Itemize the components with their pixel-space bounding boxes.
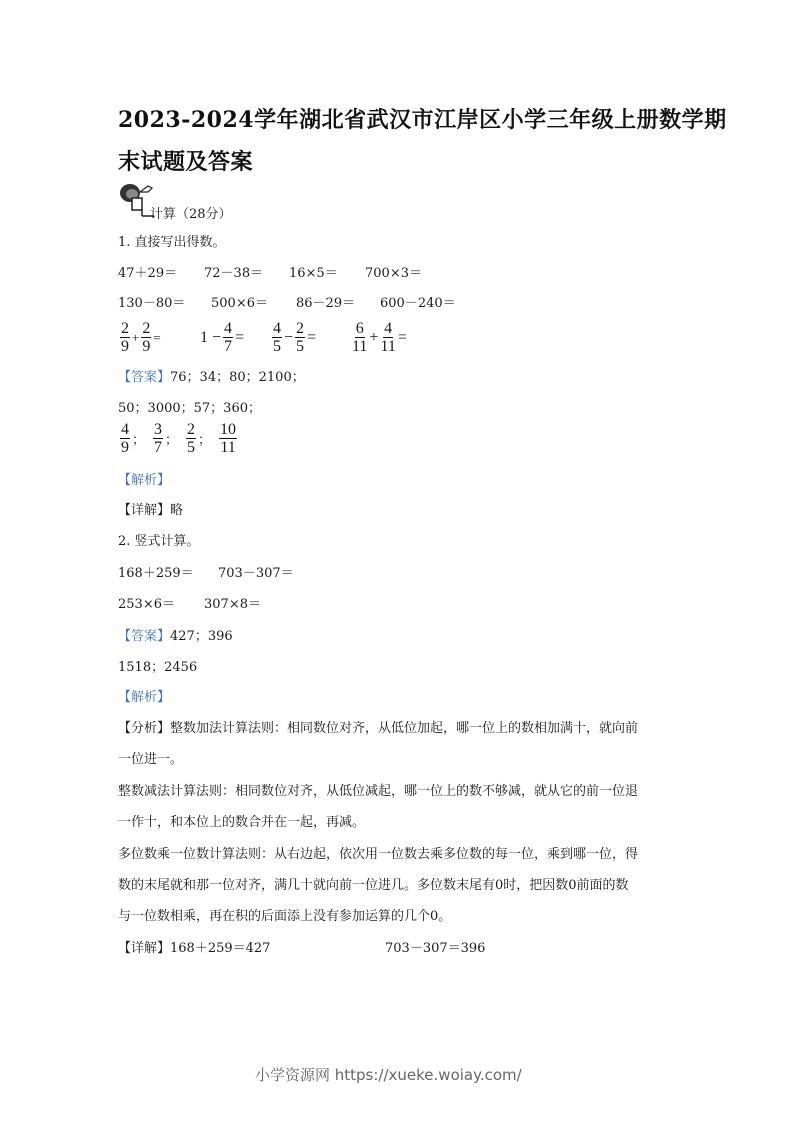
- operator: +: [132, 329, 140, 345]
- numerator: 4: [224, 320, 233, 337]
- analysis-text: 整数加法计算法则：相同数位对齐，从低位加起，哪一位上的数相加满十，就向前: [170, 721, 639, 736]
- document-title-line2: 末试题及答案: [118, 149, 254, 175]
- denominator: 9: [121, 439, 129, 456]
- q2-analysis-tag: 【解析】: [118, 690, 171, 705]
- q1-answer-fractions: [120, 421, 237, 456]
- q2-row1-item1: 168＋259＝: [118, 566, 194, 581]
- equals: =: [307, 328, 317, 346]
- denominator: 9: [142, 338, 151, 355]
- q2-detail-2: 703－307＝396: [385, 941, 486, 956]
- q1-row2-item1: 130－80＝: [118, 296, 186, 311]
- answer-text: 76；34；80；2100；: [170, 370, 305, 385]
- q2-answer-line2: 1518；2456: [118, 660, 198, 675]
- q1-analysis-tag: 【解析】: [118, 473, 171, 488]
- q2-analysis-p1a: [118, 717, 638, 736]
- detail-text-1: 168＋259＝427: [170, 941, 271, 956]
- q1-answer-line1: [118, 366, 305, 385]
- separator: ；: [165, 433, 179, 448]
- document-title-line1: 2023-2024学年湖北省武汉市江岸区小学三年级上册数学期: [118, 107, 727, 133]
- denominator: 5: [296, 338, 305, 355]
- q2-row2-item2: 307×8＝: [204, 597, 261, 612]
- denominator: 7: [224, 338, 233, 355]
- q1-fraction-item3: [272, 320, 318, 355]
- numerator: 10: [220, 421, 237, 438]
- numerator: 2: [187, 421, 196, 438]
- numerator: 4: [121, 421, 129, 438]
- numerator: 2: [121, 320, 129, 337]
- detail-tag: 【详解】: [118, 941, 171, 956]
- q1-row2-item3: 86－29＝: [296, 296, 356, 311]
- q1-answer-line2: 50；3000；57；360；: [118, 401, 261, 416]
- q1-fraction-item2: [198, 320, 246, 355]
- answer-tag: 【答案】: [118, 629, 171, 644]
- denominator: 11: [380, 338, 396, 355]
- denominator: 5: [273, 338, 281, 355]
- q1-row1-item1: 47＋29＝: [118, 266, 178, 281]
- footer-watermark: 小学资源网 https://xueke.woiay.com/: [255, 1066, 522, 1084]
- q2-analysis-p3b: 数的末尾就和那一位对齐，满几十就向前一位进几。多位数末尾有0时，把因数0前面的数: [118, 878, 629, 893]
- question-1-prompt: 1. 直接写出得数。: [118, 235, 226, 250]
- q1-detail: [118, 499, 183, 518]
- q1-row1-item4: 700×3＝: [365, 266, 422, 281]
- q2-analysis-p1b: 一位进一。: [118, 752, 184, 767]
- q2-analysis-p2a: 整数减法计算法则：相同数位对齐，从低位减起，哪一位上的数不够减，就从它的前一位退: [118, 784, 639, 799]
- q1-row1-item3: 16×5＝: [289, 266, 338, 281]
- denominator: 11: [352, 338, 368, 355]
- analysis-head: 【分析】: [118, 721, 171, 736]
- numerator: 4: [384, 320, 393, 337]
- question-2-prompt: 2. 竖式计算。: [118, 534, 200, 549]
- numerator: 6: [355, 320, 364, 337]
- q2-row1-item2: 703－307＝: [218, 566, 294, 581]
- detail-tag: 【详解】: [118, 503, 171, 518]
- equals: =: [153, 329, 161, 345]
- q2-row2-item1: 253×6＝: [118, 597, 175, 612]
- answer-text: 427；396: [170, 629, 233, 644]
- operator: −: [212, 328, 222, 346]
- operator: −: [284, 328, 294, 346]
- numerator: 2: [142, 320, 151, 337]
- q1-fraction-item1: [120, 320, 163, 355]
- q2-analysis-p3a: 多位数乘一位数计算法则：从右边起，依次用一位数去乘多位数的每一位，乘到哪一位，得: [118, 847, 639, 862]
- equals: =: [397, 328, 407, 346]
- separator: ；: [198, 433, 212, 448]
- numerator: 4: [273, 320, 281, 337]
- q1-row2-item4: 600－240＝: [380, 296, 456, 311]
- detail-text: 略: [170, 503, 184, 518]
- equals: =: [235, 328, 245, 346]
- q2-detail: [118, 937, 270, 956]
- q2-analysis-p3c: 与一位数相乘，再在积的后面添上没有参加运算的几个0。: [118, 909, 452, 924]
- q1-row1-item2: 72－38＝: [204, 266, 264, 281]
- numerator: 3: [154, 421, 163, 438]
- denominator: 7: [154, 439, 163, 456]
- separator: ；: [132, 433, 146, 448]
- answer-tag: 【答案】: [118, 370, 171, 385]
- denominator: 9: [121, 338, 129, 355]
- numerator: 2: [296, 320, 305, 337]
- q1-fraction-item4: [352, 320, 409, 355]
- section-label: 计算（28分）: [150, 207, 232, 222]
- q1-row2-item2: 500×6＝: [211, 296, 268, 311]
- q2-analysis-p2b: 一作十，和本位上的数合并在一起，再减。: [118, 815, 366, 830]
- denominator: 5: [187, 439, 196, 456]
- whole-number: 1: [200, 328, 208, 346]
- q2-answer-line1: [118, 625, 233, 644]
- denominator: 11: [220, 439, 236, 456]
- operator: +: [369, 328, 379, 346]
